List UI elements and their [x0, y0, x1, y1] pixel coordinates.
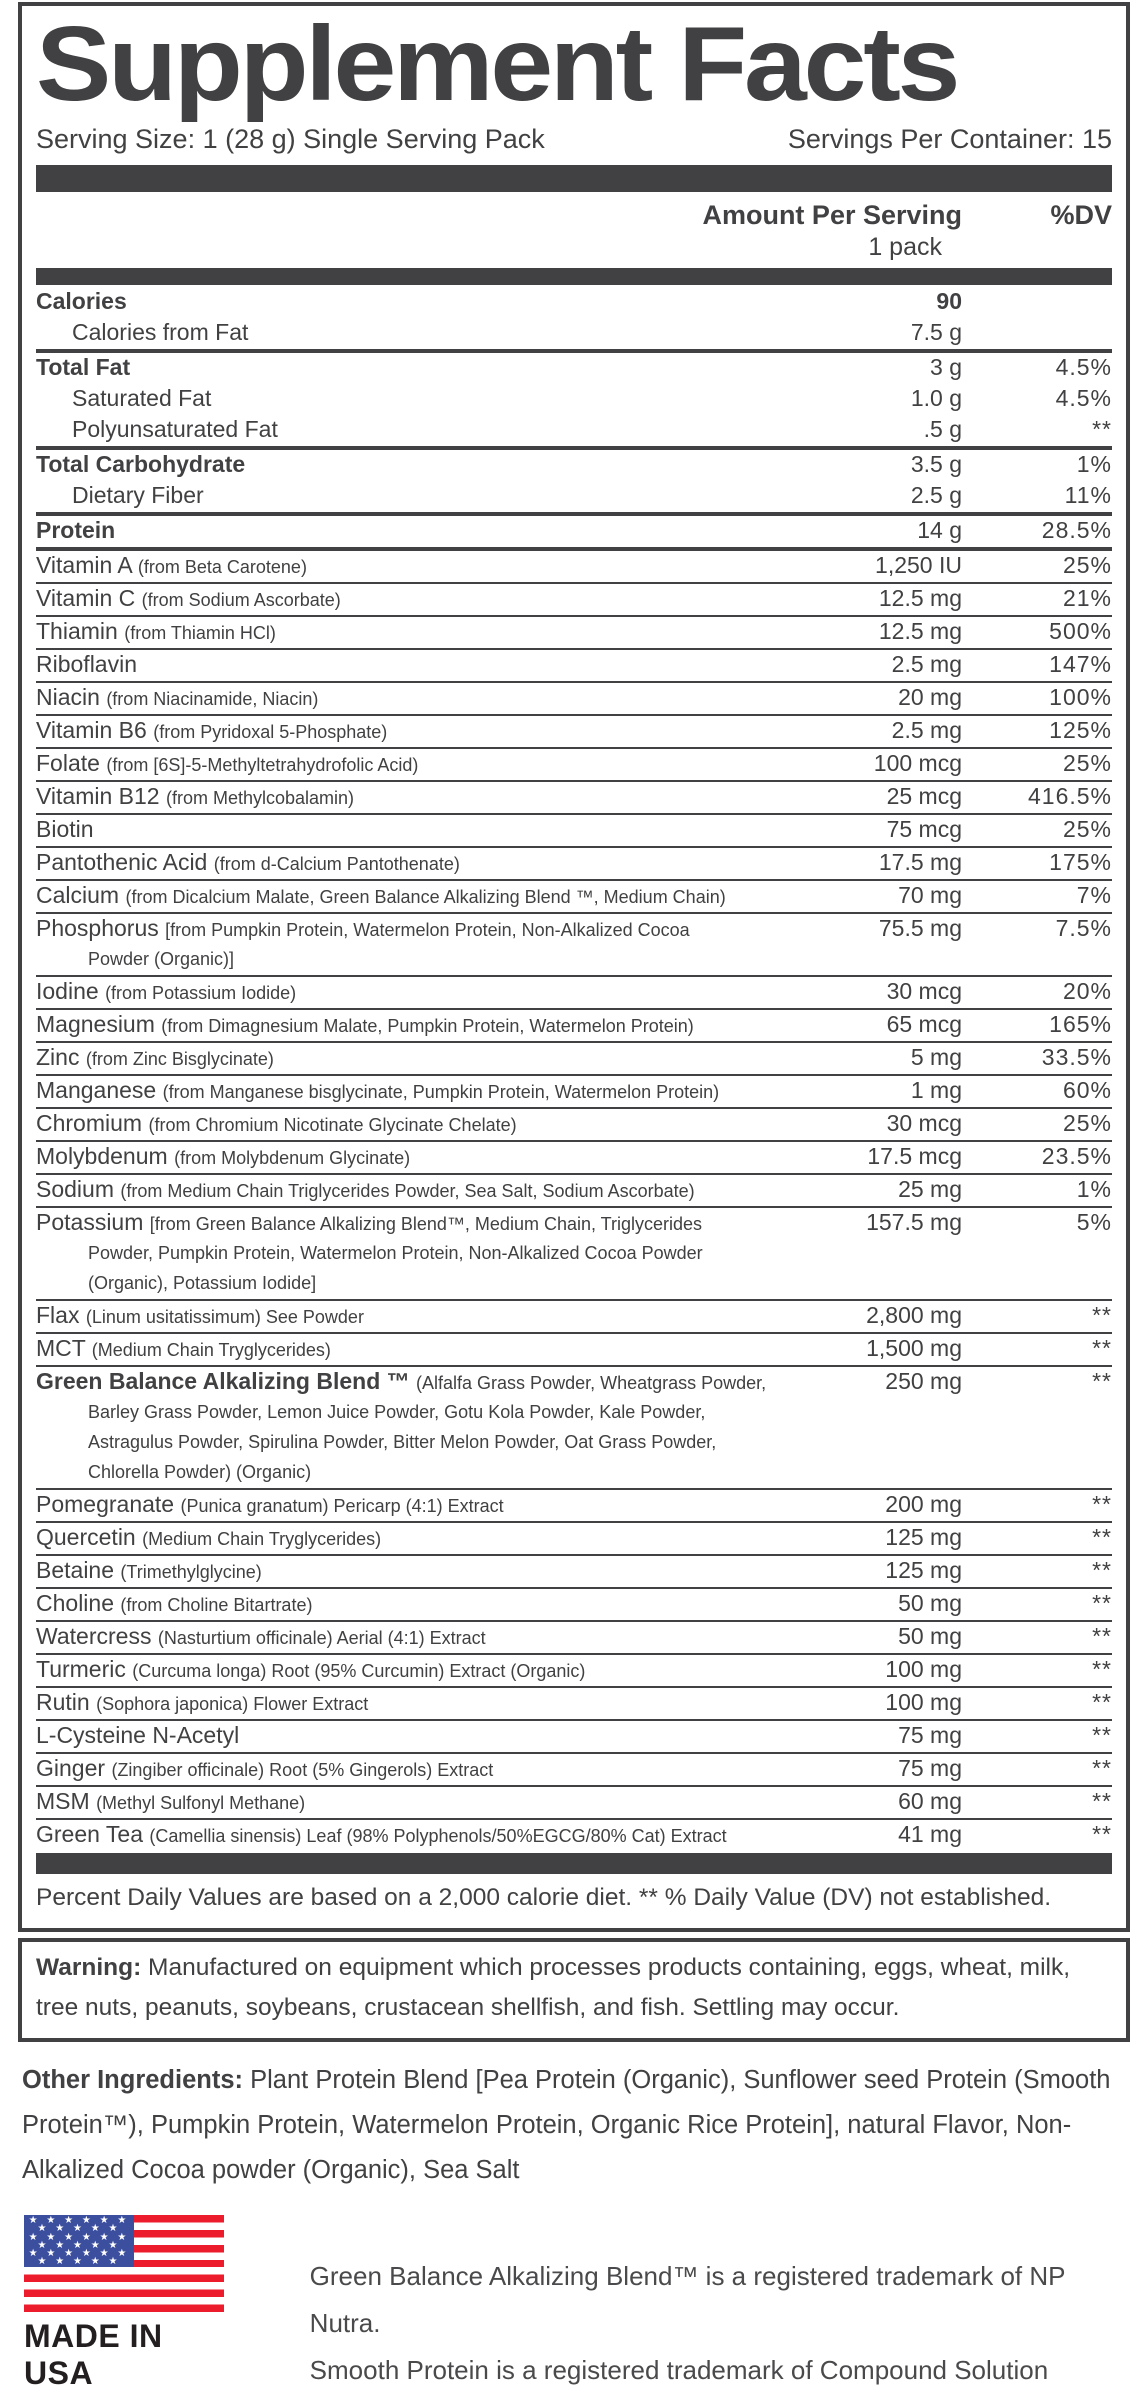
nutrient-dv: ** — [1092, 416, 1112, 443]
nutrient-name: Polyunsaturated Fat — [72, 416, 278, 443]
column-headers — [36, 200, 1112, 262]
nutrient-name: Green Tea — [36, 1821, 143, 1848]
nutrient-name: Saturated Fat — [72, 385, 212, 412]
trademark-note-2: Smooth Protein is a registered trademark of Compound Solution — [309, 2355, 1049, 2386]
nutrient-dv: ** — [1092, 1788, 1112, 1815]
nutrient-source-detail: (Zingiber officinale) Root (5% Gingerols) Extract — [111, 1760, 494, 1781]
nutrient-amount: 2.5 mg — [891, 651, 962, 678]
nutrient-source-detail: (from Medium Chain Triglycerides Powder, Sea Salt, Sodium Ascorbate) — [120, 1181, 695, 1202]
nutrient-source-detail: (from Choline Bitartrate) — [120, 1595, 313, 1616]
nutrient-name-cell — [36, 518, 842, 545]
nutrient-name-cell — [36, 553, 842, 580]
nutrient-dv: 416.5% — [1027, 783, 1112, 810]
nutrient-amount: 75 mcg — [886, 816, 962, 843]
nutrient-name-cell — [36, 883, 842, 910]
nutrient-source-detail: (Methyl Sulfonyl Methane) — [96, 1793, 306, 1814]
nutrient-row — [36, 1686, 1112, 1719]
nutrient-row — [36, 780, 1112, 813]
nutrient-dv: 4.5% — [1055, 354, 1112, 381]
nutrient-name-cell — [36, 1822, 842, 1849]
nutrient-amount: .5 g — [923, 416, 962, 443]
other-ingredients-label: Other Ingredients: — [22, 2066, 244, 2095]
nutrient-amount: 100 mcg — [873, 750, 962, 777]
nutrient-row — [36, 975, 1112, 1008]
nutrient-dv: 33.5% — [1041, 1044, 1112, 1071]
nutrient-source-detail: (from Dicalcium Malate, Green Balance Alkalizing Blend ™, Medium Chain) — [125, 887, 726, 908]
nutrient-amount: 50 mg — [898, 1590, 962, 1617]
nutrient-dv: ** — [1092, 1368, 1112, 1395]
footer — [18, 2215, 1130, 2394]
nutrient-name: Manganese — [36, 1077, 157, 1104]
nutrient-name-cell — [36, 1045, 842, 1072]
nutrient-row — [36, 481, 1112, 512]
nutrient-name: Protein — [36, 517, 116, 544]
divider-bar-bottom — [36, 1853, 1112, 1874]
nutrient-name: Magnesium — [36, 1011, 155, 1038]
nutrient-source-detail: (from Beta Carotene) — [137, 557, 307, 578]
nutrient-source-detail: [from Green Balance Alkalizing Blend™, Medium Chain, Triglycerides — [149, 1214, 703, 1235]
trademark-note-1: Green Balance Alkalizing Blend™ is a registered trademark of NP Nutra. — [309, 2261, 1066, 2339]
nutrient-row — [36, 615, 1112, 648]
nutrient-amount: 1,250 IU — [875, 552, 962, 579]
nutrient-amount: 7.5 g — [910, 319, 962, 346]
nutrient-amount: 12.5 mg — [878, 585, 962, 612]
nutrient-dv: ** — [1092, 1689, 1112, 1716]
nutrient-name: Turmeric — [36, 1656, 126, 1683]
nutrient-dv: ** — [1092, 1491, 1112, 1518]
nutrient-row — [36, 1554, 1112, 1587]
nutrient-amount: 2,800 mg — [866, 1302, 962, 1329]
nutrient-source-detail: (Camellia sinensis) Leaf (98% Polyphenols/50%EGCG/80% Cat) Extract — [149, 1826, 727, 1847]
nutrient-dv: 25% — [1062, 552, 1112, 579]
nutrient-source-detail: (from Niacinamide, Niacin) — [106, 689, 319, 710]
nutrient-source-detail: (from [6S]-5-Methyltetrahydrofolic Acid) — [106, 755, 419, 776]
nutrient-row — [36, 648, 1112, 681]
nutrient-detail-continuation: Astragulus Powder, Spirulina Powder, Bitter Melon Powder, Oat Grass Powder, — [88, 1432, 717, 1453]
us-flag-icon — [24, 2215, 224, 2312]
panel-title: Supplement Facts — [36, 5, 958, 123]
nutrient-name-cell — [36, 1690, 842, 1717]
nutrient-row — [36, 1785, 1112, 1818]
nutrient-detail-continuation: Chlorella Powder) (Organic) — [88, 1462, 312, 1483]
nutrient-dv: 147% — [1049, 651, 1112, 678]
nutrient-amount: 1 mg — [910, 1077, 962, 1104]
nutrient-name: Vitamin A — [36, 552, 132, 579]
nutrient-row — [36, 1332, 1112, 1365]
nutrient-name: MCT — [36, 1335, 86, 1362]
nutrient-name: Ginger — [36, 1755, 106, 1782]
nutrient-amount: 20 mg — [898, 684, 962, 711]
nutrient-amount: 75 mg — [898, 1755, 962, 1782]
nutrient-amount: 41 mg — [898, 1821, 962, 1848]
nutrient-name-cell — [36, 1369, 842, 1486]
nutrient-dv: 4.5% — [1055, 385, 1112, 412]
nutrient-row — [36, 318, 1112, 349]
nutrient-dv: ** — [1092, 1623, 1112, 1650]
nutrient-source-detail: (Curcuma longa) Root (95% Curcumin) Extract (Organic) — [132, 1661, 586, 1682]
nutrient-dv: 60% — [1062, 1077, 1112, 1104]
nutrient-amount: 1,500 mg — [866, 1335, 962, 1362]
nutrient-row — [36, 1653, 1112, 1686]
nutrient-name-cell — [36, 652, 842, 679]
nutrient-source-detail: (from Thiamin HCl) — [124, 623, 276, 644]
flag-stars-row: ★ ★ ★ ★ ★ ★ — [28, 2215, 130, 2227]
nutrient-name: Iodine — [36, 978, 99, 1005]
nutrient-name-cell — [36, 1111, 842, 1138]
nutrient-name-cell — [36, 718, 842, 745]
nutrient-row — [36, 287, 1112, 318]
nutrient-detail-continuation: Powder, Pumpkin Protein, Watermelon Protein, Non-Alkalized Cocoa Powder — [88, 1243, 703, 1264]
nutrient-dv: 165% — [1049, 1011, 1112, 1038]
flag-stars-row: ★ ★ ★ ★ ★ — [37, 2239, 121, 2251]
nutrient-dv: 175% — [1049, 849, 1112, 876]
nutrient-name-cell — [36, 979, 842, 1006]
nutrient-name-cell — [36, 784, 842, 811]
servings-per-container: Servings Per Container: 15 — [787, 124, 1112, 155]
nutrient-source-detail: (from Zinc Bisglycinate) — [85, 1049, 274, 1070]
nutrient-name: Total Carbohydrate — [36, 451, 246, 478]
nutrient-amount: 30 mcg — [886, 978, 962, 1005]
nutrient-name-cell — [36, 1177, 842, 1204]
flag-stars-row: ★ ★ ★ ★ ★ — [37, 2223, 121, 2235]
nutrient-row — [36, 1074, 1112, 1107]
nutrient-amount: 70 mg — [898, 882, 962, 909]
nutrient-name: Quercetin — [36, 1524, 136, 1551]
nutrient-name-cell — [36, 417, 842, 444]
nutrient-detail-continuation: Powder (Organic)] — [88, 949, 235, 970]
nutrient-amount: 3.5 g — [910, 451, 962, 478]
nutrient-row — [36, 1107, 1112, 1140]
nutrient-dv: 20% — [1062, 978, 1112, 1005]
warning-box — [18, 1938, 1130, 2042]
other-ingredients — [22, 2058, 1124, 2193]
nutrient-name-cell — [36, 619, 842, 646]
nutrient-source-detail: (from Pyridoxal 5-Phosphate) — [153, 722, 388, 743]
nutrient-name-cell — [36, 1525, 842, 1552]
nutrient-name: Folate — [36, 750, 100, 777]
nutrient-name-cell — [36, 452, 842, 479]
divider-bar-header — [36, 268, 1112, 285]
nutrient-name-cell — [36, 817, 842, 844]
nutrient-amount: 2.5 g — [910, 482, 962, 509]
nutrient-source-detail: (from Manganese bisglycinate, Pumpkin Protein, Watermelon Protein) — [162, 1082, 720, 1103]
nutrient-source-detail: (from Dimagnesium Malate, Pumpkin Protein, Watermelon Protein) — [161, 1016, 694, 1037]
nutrient-amount: 50 mg — [898, 1623, 962, 1650]
nutrient-source-detail: (from Sodium Ascorbate) — [141, 590, 341, 611]
nutrient-dv: ** — [1092, 1821, 1112, 1848]
nutrient-name: Biotin — [36, 816, 94, 843]
nutrient-dv: ** — [1092, 1722, 1112, 1749]
nutrient-row — [36, 813, 1112, 846]
nutrient-amount: 60 mg — [898, 1788, 962, 1815]
nutrient-name-cell — [36, 751, 842, 778]
nutrient-amount: 25 mcg — [886, 783, 962, 810]
nutrient-amount: 75 mg — [898, 1722, 962, 1749]
amount-per-serving-header: Amount Per Serving — [702, 200, 962, 231]
nutrient-name: Total Fat — [36, 354, 131, 381]
nutrient-name: MSM — [36, 1788, 90, 1815]
nutrient-source-detail: (from Chromium Nicotinate Glycinate Chelate) — [148, 1115, 517, 1136]
nutrient-row — [36, 384, 1112, 415]
nutrient-name: Calories from Fat — [72, 319, 249, 346]
nutrient-name-cell — [36, 483, 842, 510]
nutrient-dv: 7% — [1076, 882, 1112, 909]
flag-canton — [24, 2215, 134, 2267]
nutrient-dv: 23.5% — [1041, 1143, 1112, 1170]
nutrient-dv: ** — [1092, 1557, 1112, 1584]
nutrient-name-cell — [36, 1723, 842, 1750]
nutrient-name-cell — [36, 355, 842, 382]
serving-unit-label: 1 pack — [868, 233, 942, 262]
nutrient-detail-continuation: (Organic), Potassium Iodide] — [88, 1273, 317, 1294]
nutrient-row — [36, 415, 1112, 446]
warning-text: Manufactured on equipment which processes products containing, eggs, wheat, milk, tree nuts, peanuts, soybeans, crustacean shellfish, and fish. Settling may occur. — [36, 1954, 1071, 2022]
supplement-facts-panel — [18, 2, 1130, 1932]
nutrient-rows — [36, 287, 1112, 1851]
nutrient-row — [36, 1299, 1112, 1332]
nutrient-row — [36, 1818, 1112, 1851]
nutrient-row — [36, 1206, 1112, 1299]
nutrient-name: Pomegranate — [36, 1491, 175, 1518]
nutrient-name-cell — [36, 1591, 842, 1618]
nutrient-amount: 157.5 mg — [866, 1209, 962, 1236]
nutrient-source-detail: (from Molybdenum Glycinate) — [174, 1148, 411, 1169]
nutrient-amount: 75.5 mg — [878, 915, 962, 942]
nutrient-amount: 65 mcg — [886, 1011, 962, 1038]
nutrient-row — [36, 349, 1112, 384]
nutrient-name-cell — [36, 1492, 842, 1519]
flag-stars-row: ★ ★ ★ ★ ★ — [37, 2256, 121, 2268]
nutrient-name: Riboflavin — [36, 651, 137, 678]
nutrient-dv: 21% — [1062, 585, 1112, 612]
nutrient-name: Phosphorus — [36, 915, 159, 942]
nutrient-row — [36, 879, 1112, 912]
nutrient-row — [36, 1173, 1112, 1206]
nutrient-source-detail: (Alfalfa Grass Powder, Wheatgrass Powder, — [416, 1373, 767, 1394]
nutrient-row — [36, 1041, 1112, 1074]
nutrient-row — [36, 1521, 1112, 1554]
nutrient-source-detail: (Linum usitatissimum) See Powder — [85, 1307, 364, 1328]
nutrient-amount: 14 g — [917, 517, 962, 544]
serving-size: Serving Size: 1 (28 g) Single Serving Pack — [36, 124, 545, 155]
nutrient-name: Thiamin — [36, 618, 118, 645]
nutrient-name-cell — [36, 320, 842, 347]
nutrient-name: Watercress — [36, 1623, 152, 1650]
nutrient-name: Green Balance Alkalizing Blend ™ — [36, 1368, 410, 1395]
nutrient-amount: 125 mg — [885, 1557, 962, 1584]
nutrient-dv: 28.5% — [1041, 517, 1112, 544]
nutrient-source-detail: (Medium Chain Tryglycerides) — [142, 1529, 382, 1550]
nutrient-dv: 1% — [1076, 1176, 1112, 1203]
nutrient-row — [36, 1620, 1112, 1653]
nutrient-name: Vitamin B12 — [36, 783, 160, 810]
nutrient-row — [36, 1140, 1112, 1173]
nutrient-amount: 90 — [936, 288, 962, 315]
nutrient-amount: 30 mcg — [886, 1110, 962, 1137]
nutrient-name-cell — [36, 289, 842, 316]
nutrient-name: Flax — [36, 1302, 80, 1329]
nutrient-name-cell — [36, 1078, 842, 1105]
nutrient-row — [36, 446, 1112, 481]
nutrient-row — [36, 747, 1112, 780]
nutrient-name-cell — [36, 1144, 842, 1171]
nutrient-row — [36, 846, 1112, 879]
nutrient-name: L-Cysteine N-Acetyl — [36, 1722, 240, 1749]
nutrient-amount: 17.5 mcg — [867, 1143, 962, 1170]
nutrient-name-cell — [36, 1303, 842, 1330]
nutrient-dv: ** — [1092, 1590, 1112, 1617]
nutrient-amount: 12.5 mg — [878, 618, 962, 645]
flag-stars-row: ★ ★ ★ ★ ★ ★ — [28, 2247, 130, 2259]
nutrient-amount: 200 mg — [885, 1491, 962, 1518]
nutrient-dv: ** — [1092, 1755, 1112, 1782]
nutrient-dv: 25% — [1062, 816, 1112, 843]
nutrient-row — [36, 714, 1112, 747]
nutrient-name-cell — [36, 1756, 842, 1783]
nutrient-source-detail: (Trimethylglycine) — [120, 1562, 262, 1583]
nutrient-name: Sodium — [36, 1176, 114, 1203]
nutrient-name: Chromium — [36, 1110, 143, 1137]
nutrient-amount: 3 g — [930, 354, 962, 381]
nutrient-name-cell — [36, 586, 842, 613]
nutrient-dv: 11% — [1064, 482, 1112, 509]
nutrient-dv: 500% — [1049, 618, 1112, 645]
nutrient-name-cell — [36, 1012, 842, 1039]
nutrient-dv: ** — [1092, 1335, 1112, 1362]
nutrient-dv: 7.5% — [1055, 915, 1112, 942]
nutrient-name: Rutin — [36, 1689, 90, 1716]
nutrient-source-detail: (from Methylcobalamin) — [165, 788, 355, 809]
nutrient-dv: 125% — [1049, 717, 1112, 744]
nutrient-name-cell — [36, 386, 842, 413]
divider-bar-top — [36, 165, 1112, 192]
nutrient-row — [36, 681, 1112, 714]
nutrient-name-cell — [36, 1558, 842, 1585]
nutrient-source-detail: (from Potassium Iodide) — [105, 983, 297, 1004]
nutrient-name: Zinc — [36, 1044, 80, 1071]
nutrient-name: Molybdenum — [36, 1143, 168, 1170]
nutrient-row — [36, 1365, 1112, 1488]
nutrient-row — [36, 547, 1112, 582]
nutrient-amount: 25 mg — [898, 1176, 962, 1203]
warning-label: Warning: — [36, 1954, 142, 1982]
nutrient-name-cell — [36, 1210, 842, 1297]
nutrient-row — [36, 912, 1112, 975]
nutrient-name: Pantothenic Acid — [36, 849, 208, 876]
nutrient-source-detail: (Medium Chain Tryglycerides) — [91, 1340, 331, 1361]
nutrient-amount: 2.5 mg — [891, 717, 962, 744]
trademark-notes — [310, 2253, 1130, 2394]
flag-stars-row: ★ ★ ★ ★ ★ ★ — [28, 2231, 130, 2243]
nutrient-dv: ** — [1092, 1302, 1112, 1329]
nutrient-amount: 100 mg — [885, 1656, 962, 1683]
nutrient-dv: 5% — [1076, 1209, 1112, 1236]
nutrient-amount: 17.5 mg — [878, 849, 962, 876]
nutrient-source-detail: (from d-Calcium Pantothenate) — [213, 854, 460, 875]
nutrient-amount: 250 mg — [885, 1368, 962, 1395]
nutrient-source-detail: (Nasturtium officinale) Aerial (4:1) Extract — [157, 1628, 486, 1649]
nutrient-name: Potassium — [36, 1209, 144, 1236]
nutrient-row — [36, 1008, 1112, 1041]
daily-value-footnote: Percent Daily Values are based on a 2,000 calorie diet. ** % Daily Value (DV) not established. — [36, 1884, 1052, 1912]
nutrient-name: Calcium — [36, 882, 120, 909]
nutrient-row — [36, 1587, 1112, 1620]
other-ingredients-text: Plant Protein Blend [Pea Protein (Organic), Sunflower seed Protein (Smooth Protein™), Pumpkin Protein, Watermelon Protein, Organic Rice Protein], natural Flavor, Non-Alkalized Cocoa powder (Organic), Sea Salt — [22, 2066, 1111, 2185]
nutrient-amount: 1.0 g — [910, 385, 962, 412]
nutrient-name-cell — [36, 1336, 842, 1363]
dv-header: %DV — [1050, 200, 1112, 231]
nutrient-name-cell — [36, 685, 842, 712]
nutrient-source-detail: (Punica granatum) Pericarp (4:1) Extract — [180, 1496, 504, 1517]
nutrient-row — [36, 1719, 1112, 1752]
nutrient-name: Vitamin B6 — [36, 717, 147, 744]
nutrient-name-cell — [36, 1789, 842, 1816]
nutrient-row — [36, 582, 1112, 615]
nutrient-amount: 5 mg — [910, 1044, 962, 1071]
nutrient-name: Choline — [36, 1590, 114, 1617]
nutrient-name: Calories — [36, 288, 127, 315]
nutrient-amount: 125 mg — [885, 1524, 962, 1551]
nutrient-name: Betaine — [36, 1557, 115, 1584]
nutrient-name: Vitamin C — [36, 585, 136, 612]
nutrient-detail-continuation: Barley Grass Powder, Lemon Juice Powder, Gotu Kola Powder, Kale Powder, — [88, 1402, 706, 1423]
made-in-usa-block — [24, 2215, 238, 2392]
nutrient-row — [36, 1752, 1112, 1785]
nutrient-name-cell — [36, 850, 842, 877]
nutrient-dv: 25% — [1062, 750, 1112, 777]
nutrient-name: Niacin — [36, 684, 100, 711]
nutrient-row — [36, 1488, 1112, 1521]
nutrient-name-cell — [36, 1624, 842, 1651]
serving-info — [36, 124, 1112, 155]
nutrient-source-detail: [from Pumpkin Protein, Watermelon Protein, Non-Alkalized Cocoa — [165, 920, 690, 941]
made-in-usa-label: MADE IN USA — [24, 2318, 163, 2392]
nutrient-dv: 100% — [1049, 684, 1112, 711]
nutrient-name-cell — [36, 1657, 842, 1684]
nutrient-row — [36, 512, 1112, 547]
nutrient-name-cell — [36, 916, 842, 973]
nutrient-dv: ** — [1092, 1656, 1112, 1683]
nutrient-dv: 25% — [1062, 1110, 1112, 1137]
nutrient-dv: ** — [1092, 1524, 1112, 1551]
nutrient-name: Dietary Fiber — [72, 482, 204, 509]
nutrient-source-detail: (Sophora japonica) Flower Extract — [96, 1694, 369, 1715]
nutrient-dv: 1% — [1076, 451, 1112, 478]
nutrient-amount: 100 mg — [885, 1689, 962, 1716]
